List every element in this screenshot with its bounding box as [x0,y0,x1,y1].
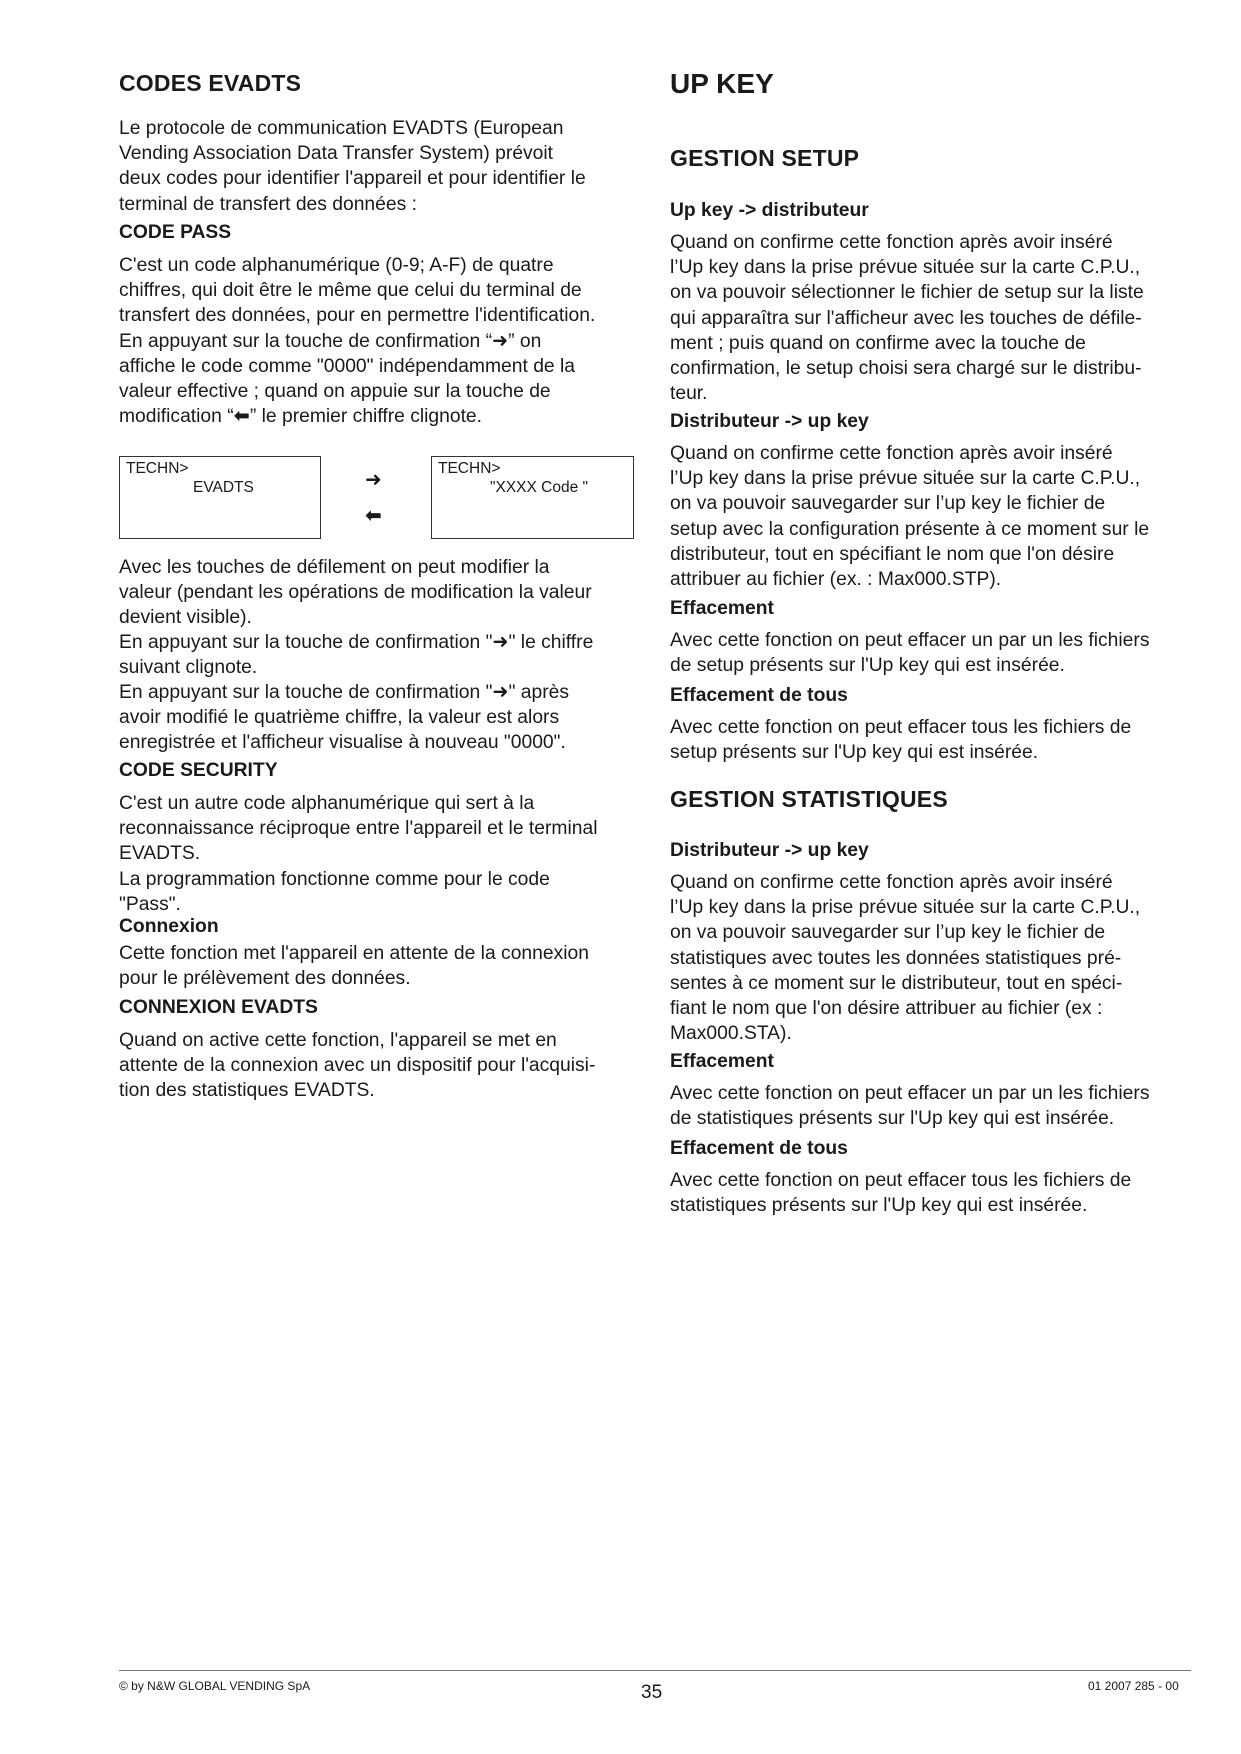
setup-upkey-distributeur-title: Up key -> distributeur [670,200,869,221]
connexion-paragraph: Cette fonction met l'appareil en attente de la connexion pour le prélèvement des données. [119,943,589,990]
stats-effacement-paragraph: Avec cette fonction on peut effacer un par un les fichiers de statistiques présents sur l'Up key qui est insérée. [670,1083,1150,1130]
connexion-evadts-paragraph: Quand on active cette fonction, l'appareil se met en attente de la connexion avec un dispositif pour l'acquisi- tion des statistiques EVADTS. [119,1030,596,1102]
confirm-save-paragraph: En appuyant sur la touche de confirmation "➜" après avoir modifié le quatrième chiffre, la valeur est alors enregistrée et l'afficheur visualise à nouveau "0000". [119,682,570,754]
section-title-codes-evadts: CODES EVADTS [119,70,302,96]
setup-effacement-tous-paragraph: Avec cette fonction on peut effacer tous les fichiers de setup présents sur l'Up key qui est insérée. [670,717,1132,764]
stats-distributeur-upkey-title: Distributeur -> up key [670,840,869,861]
intro-paragraph: Le protocole de communication EVADTS (European Vending Association Data Transfer System) prévoit deux codes pour identifier l'appareil et pour identifier le terminal de transfert des données : [119,118,586,215]
stats-effacement-title: Effacement [670,1051,774,1072]
page-number: 35 [641,1682,663,1703]
confirm-arrow-icon: ➜ [492,330,509,352]
setup-effacement-paragraph: Avec cette fonction on peut effacer un par un les fichiers de setup présents sur l'Up key qui est insérée. [670,630,1150,677]
footer-doc-code: 01 2007 285 - 00 [1088,1679,1179,1693]
connexion-title: Connexion [119,916,219,937]
display-line-1: TECHN> [438,460,501,477]
modify-arrow-icon: ⬅ [365,505,382,527]
display-line-2: EVADTS [193,479,254,496]
display-line-2: "XXXX Code " [490,479,589,496]
confirm-next-paragraph: En appuyant sur la touche de confirmation "➜" le chiffre suivant clignote. [119,632,594,679]
display-box-evadts [119,456,321,539]
gestion-statistiques-title: GESTION STATISTIQUES [670,786,948,812]
setup-effacement-tous-title: Effacement de tous [670,685,848,706]
scroll-paragraph: Avec les touches de défilement on peut modifier la valeur (pendant les opérations de modification la valeur devient visible). [119,557,592,629]
code-pass-title: CODE PASS [119,222,232,243]
display-line-1: TECHN> [126,460,189,477]
stats-effacement-tous-paragraph: Avec cette fonction on peut effacer tous les fichiers de statistiques présents sur l'Up key qui est insérée. [670,1170,1132,1217]
gestion-setup-title: GESTION SETUP [670,145,860,171]
connexion-evadts-title: CONNEXION EVADTS [119,997,318,1018]
confirm-arrow-icon: ➜ [492,682,509,703]
confirm-arrow-icon: ➜ [365,469,382,491]
code-pass-paragraph: C'est un code alphanumérique (0-9; A-F) de quatre chiffres, qui doit être le même que celui du terminal de transfert des données, pour en permettre l'identification. En appuyant sur la touche de confirmation “➜” on affiche le code comme "0000" indépendamment de la valeur effective ; quand on appuie sur la touche de modification “⬅” le premier chiffre clignote. [119,255,596,428]
footer-divider [119,1670,1191,1671]
setup-upkey-distributeur-paragraph: Quand on confirme cette fonction après avoir inséré l’Up key dans la prise prévue située sur la carte C.P.U., on va pouvoir sélectionner le fichier de setup sur la liste qui apparaîtra sur l'afficheur avec les touches de défile- ment ; puis quand on confirme avec la touche de confirmation, le setup choisi sera chargé sur le distribu- teur. [670,232,1144,405]
code-security-paragraph: C'est un autre code alphanumérique qui sert à la reconnaissance réciproque entre l'appareil et le terminal EVADTS. La programmation fonctionne comme pour le code "Pass". [119,793,598,915]
confirm-arrow-icon: ➜ [492,632,509,653]
stats-effacement-tous-title: Effacement de tous [670,1138,848,1159]
setup-distributeur-upkey-paragraph: Quand on confirme cette fonction après avoir inséré l’Up key dans la prise prévue située sur la carte C.P.U., on va pouvoir sauvegarder sur l’up key le fichier de setup avec la configuration présente à ce moment sur le distributeur, tout en spécifiant le nom que l'on désire attribuer au fichier (ex. : Max000.STP). [670,443,1150,591]
section-title-up-key: UP KEY [670,68,774,99]
modify-arrow-icon: ⬅ [233,406,250,428]
setup-distributeur-upkey-title: Distributeur -> up key [670,411,869,432]
footer-copyright: © by N&W GLOBAL VENDING SpA [119,1679,311,1693]
setup-effacement-title: Effacement [670,598,774,619]
display-box-code [431,456,634,539]
code-security-title: CODE SECURITY [119,760,278,781]
stats-distributeur-upkey-paragraph: Quand on confirme cette fonction après avoir inséré l’Up key dans la prise prévue située sur la carte C.P.U., on va pouvoir sauvegarder sur l’up key le fichier de statistiques avec toutes les données statistiques pré- sentes à ce moment sur le distributeur, tout en spéci- fiant le nom que l'on désire attribuer au fichier (ex : Max000.STA). [670,872,1141,1045]
